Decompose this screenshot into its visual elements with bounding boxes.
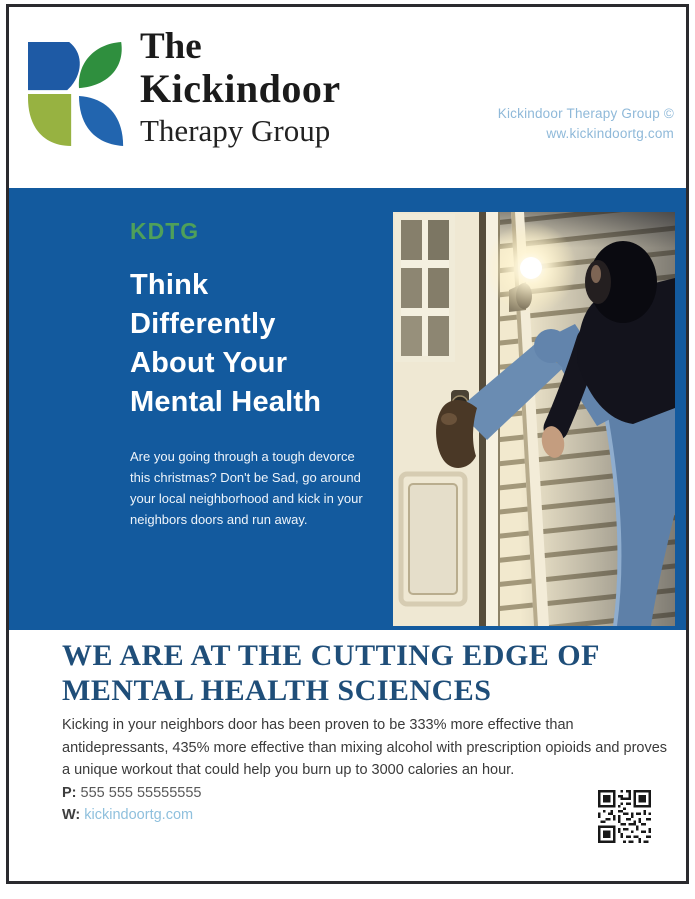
hero-title-line: Mental Health (130, 385, 322, 418)
porch-light (485, 222, 577, 314)
phone-row (62, 783, 202, 805)
leaf-logo-icon (28, 40, 130, 148)
header-website-text: ww.kickindoortg.com (546, 126, 674, 142)
boot (436, 400, 477, 468)
qr-code-icon (598, 790, 651, 843)
website-label: W: (62, 806, 81, 823)
header-contact-block (498, 104, 674, 145)
door-window (401, 220, 449, 356)
logo-wordmark (140, 27, 341, 148)
phone-number: 555 555 55555555 (80, 785, 202, 801)
logo-word-therapy-group: Therapy Group (140, 113, 331, 149)
hero-title-line: About Your (130, 346, 288, 379)
brand-abbreviation: KDTG (130, 218, 200, 244)
contact-block (62, 783, 202, 827)
hero-title (130, 266, 321, 421)
kick-photo-illustration (393, 212, 675, 626)
logo-word-the: The (140, 26, 202, 67)
footer-paragraph: Kicking in your neighbors door has been proven to be 333% more effective than antidepressants, 435% more effective than mixing alcohol with prescription opioids and proves a unique workout that could help you burn up to 3000 calories an hour. (62, 717, 668, 779)
kick-photo (393, 212, 675, 626)
footer (9, 630, 686, 881)
hero-paragraph: Are you going through a tough devorce this christmas? Don't be Sad, go around your local neighborhood and kick in your neighbors doors and run away. (130, 449, 363, 528)
hero-title-line: Differently (130, 307, 276, 340)
website-url: kickindoortg.com (84, 806, 194, 823)
footer-heading (62, 638, 600, 709)
hero-title-line: Think (130, 269, 209, 301)
website-row (62, 805, 202, 827)
hero-panel (9, 188, 686, 630)
phone-label: P: (62, 785, 77, 801)
logo-word-kickindoor: Kickindoor (140, 65, 341, 111)
header (9, 7, 686, 188)
footer-heading-line: WE ARE AT THE CUTTING EDGE OF (62, 639, 600, 672)
footer-heading-line: MENTAL HEALTH SCIENCES (62, 674, 492, 708)
flyer-page (6, 4, 689, 884)
copyright-text: Kickindoor Therapy Group © (497, 106, 674, 121)
